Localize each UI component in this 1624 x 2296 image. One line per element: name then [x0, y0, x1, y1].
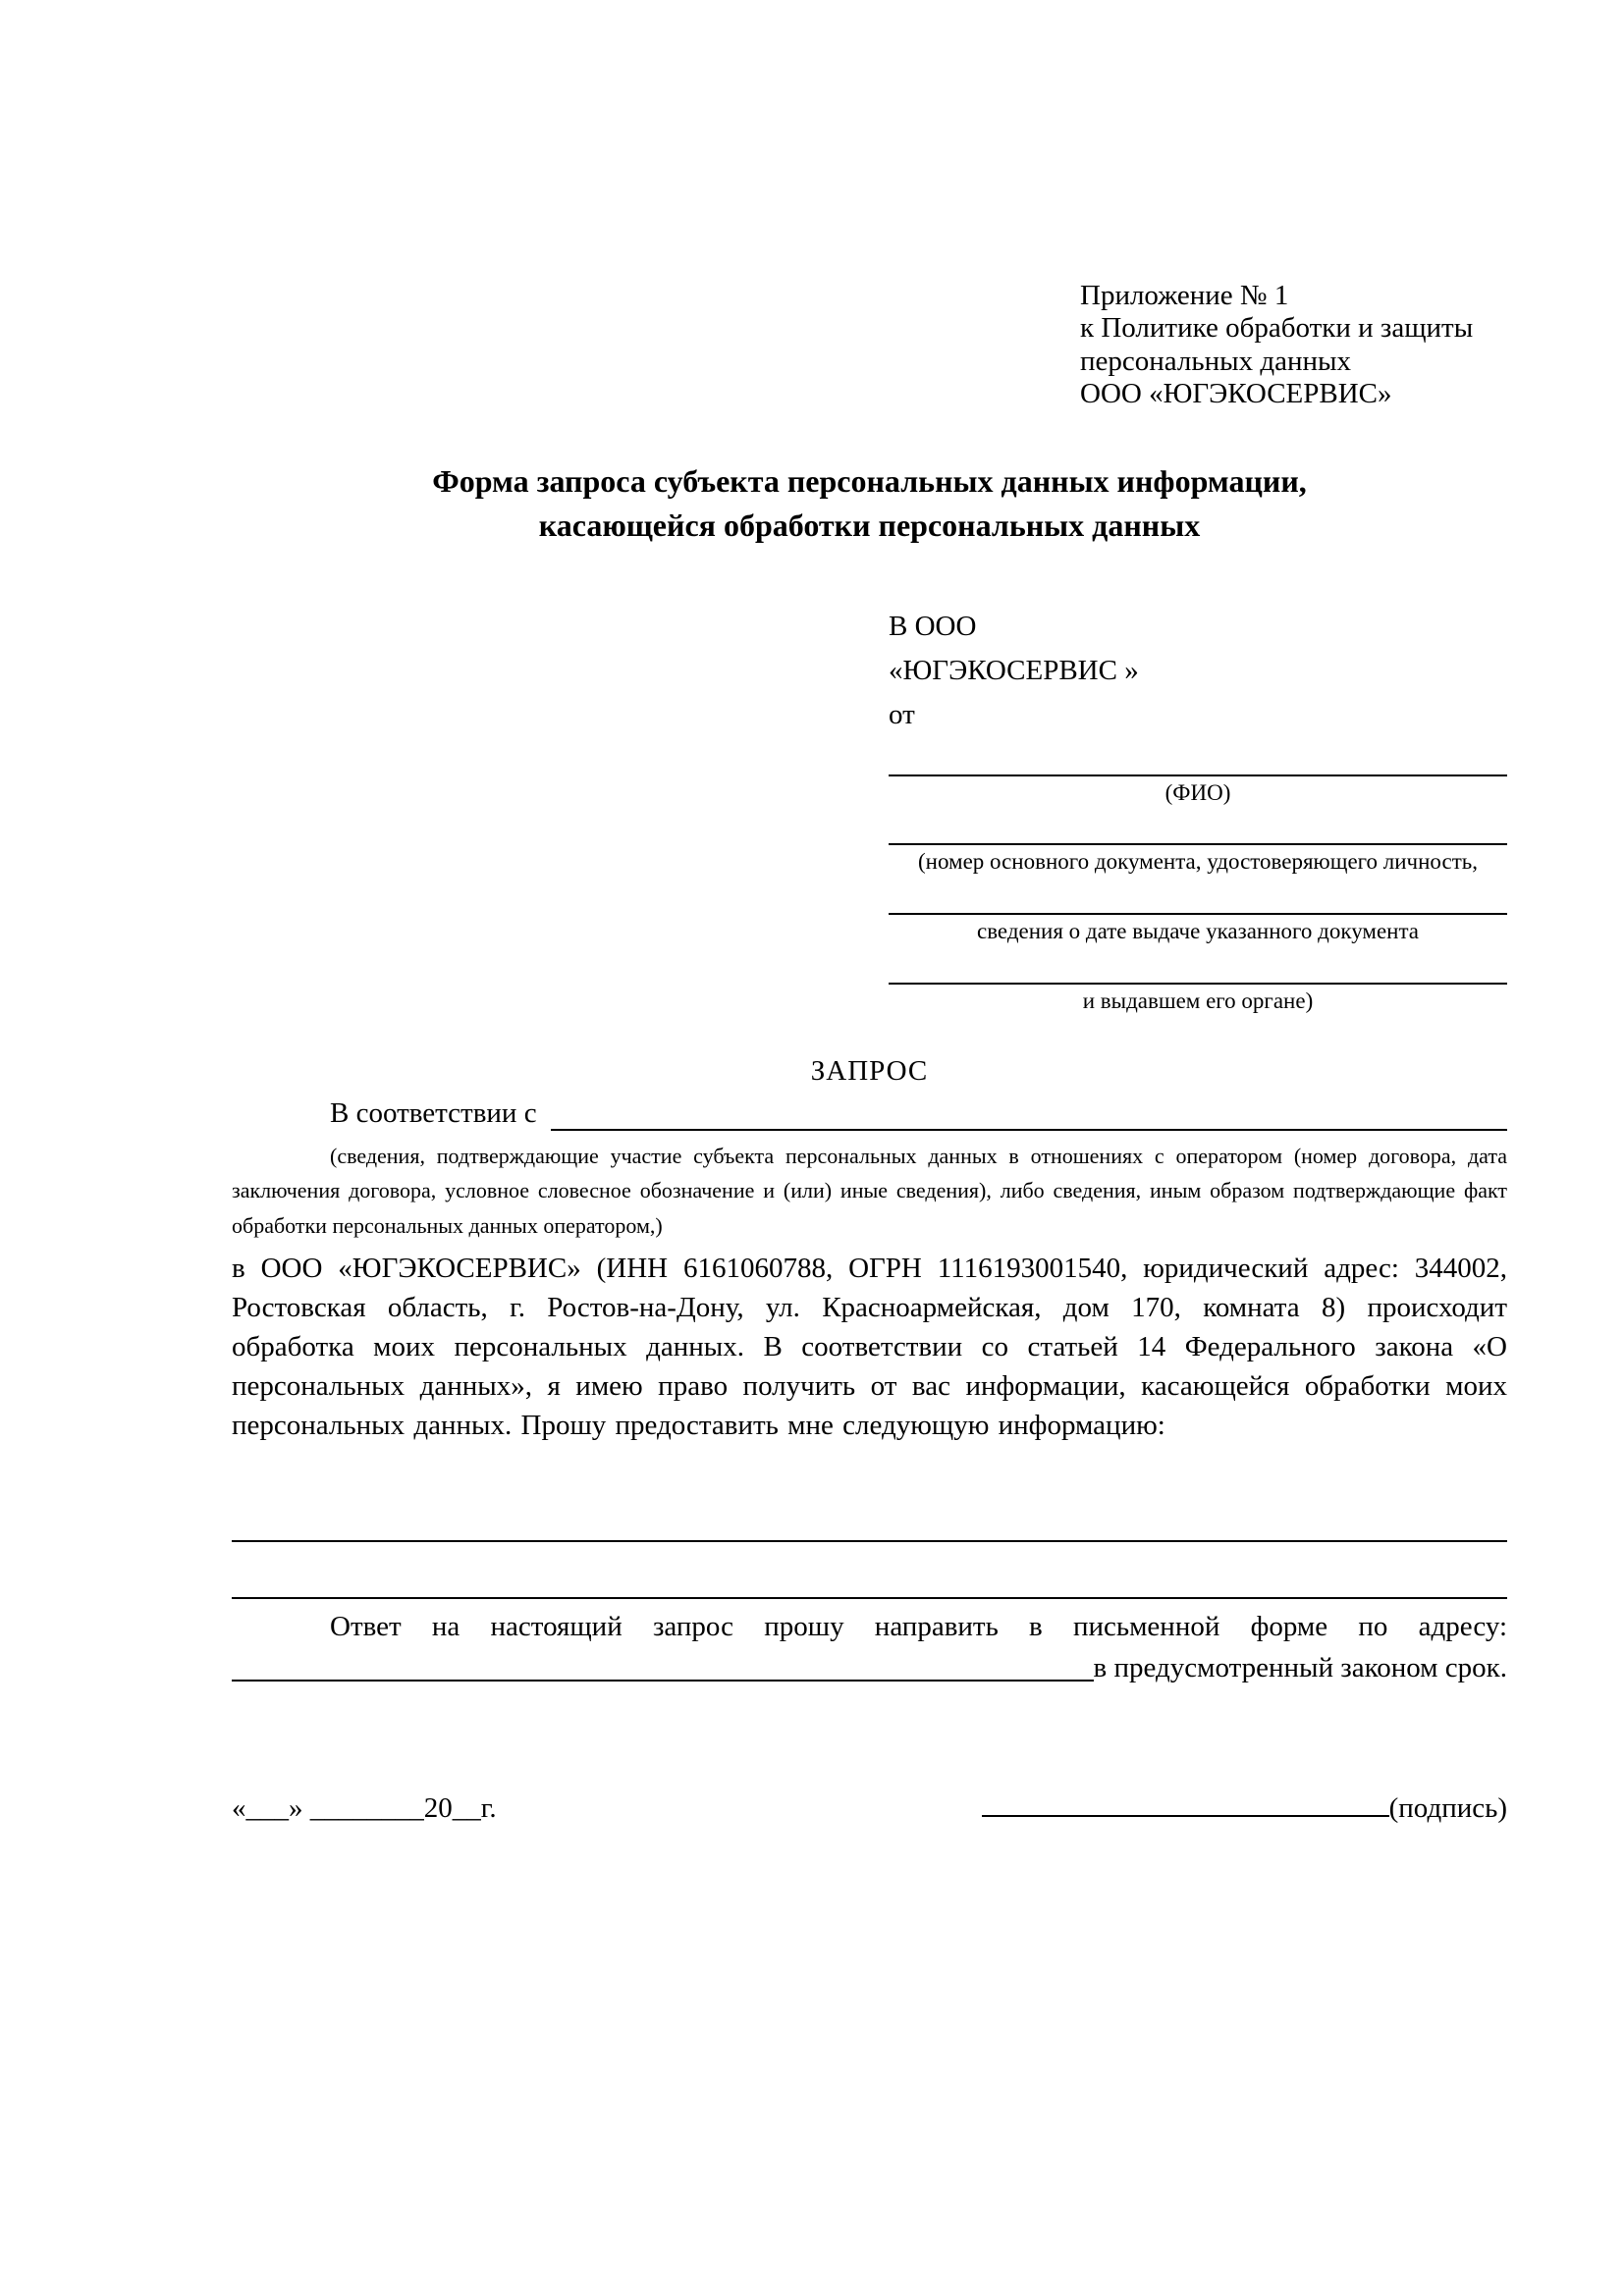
intro-write-in-line	[551, 1097, 1507, 1131]
blank-write-in-line-1	[232, 1540, 1507, 1542]
intro-line	[232, 1097, 1507, 1131]
field-issue-date	[889, 876, 1507, 945]
intro-footnote: (сведения, подтверждающие участие субъекта персональных данных в отношениях с оператором (номер договора, дата заключения договора, условное словесное обозначение и (или) иные сведения), либо сведения, иным образом подтверждающие факт обработки персональных данных оператором,)	[232, 1144, 1507, 1238]
field-issuing-authority	[889, 945, 1507, 1015]
intro-prefix: В соответствии с	[330, 1097, 537, 1130]
document-number-write-in-line	[889, 806, 1507, 845]
field-document-number	[889, 806, 1507, 876]
request-heading: ЗАПРОС	[810, 1055, 929, 1088]
blank-write-in-line-2	[232, 1597, 1507, 1599]
signature-write-in-line	[982, 1784, 1389, 1817]
paragraph-indent	[232, 1097, 330, 1131]
body-paragraph: в ООО «ЮГЭКОСЕРВИС» (ИНН 6161060788, ОГРН 1116193001540, юридический адрес: 344002, Ростовская область, г. Ростов-на-Дону, ул. Красноармейская, дом 170, комната 8) происходит обработка моих персональных данных. В соответствии со статьей 14 Федерального закона «О персональных данных», я имею право получить от вас информации, касающейся обработки моих персональных данных. Прошу предоставить мне следующую информацию:	[232, 1252, 1507, 1441]
header-right-line: ООО «ЮГЭКОСЕРВИС»	[1080, 378, 1392, 410]
addressee-line-3: от	[889, 698, 915, 730]
reply-paragraph-line-1: Ответ на настоящий запрос прошу направить в письменной форме по адресу:	[330, 1610, 1507, 1642]
footer-row	[232, 1784, 1507, 1825]
document-number-caption: (номер основного документа, удостоверяющего личность,	[917, 849, 1478, 875]
addressee-line-2: «ЮГЭКОСЕРВИС »	[889, 654, 1139, 686]
signature-block	[982, 1784, 1507, 1825]
field-fio	[889, 737, 1507, 807]
document-title-line-2: касающейся обработки персональных данных	[538, 507, 1201, 544]
header-right-line: к Политике обработки и защиты	[1080, 312, 1474, 345]
fio-caption: (ФИО)	[1164, 779, 1231, 805]
header-right-line: Приложение № 1	[1080, 280, 1289, 311]
issuing-authority-caption: и выдавшем его органе)	[1082, 988, 1314, 1013]
addressee-block	[889, 605, 1507, 1014]
header-right-line: персональных данных	[1080, 345, 1352, 377]
header-right-block	[1080, 280, 1507, 410]
document-title-line-1: Форма запроса субъекта персональных данных информации,	[432, 463, 1307, 500]
signature-caption: (подпись)	[1388, 1791, 1507, 1824]
addressee-line-1: В ООО	[889, 610, 977, 642]
date-line: «___» ________20__г.	[232, 1791, 497, 1824]
reply-address-write-in-line	[232, 1648, 1094, 1682]
reply-suffix: в предусмотренный законом срок.	[1093, 1651, 1507, 1683]
issue-date-caption: сведения о дате выдаче указанного документа	[976, 918, 1420, 943]
issue-date-write-in-line	[889, 876, 1507, 915]
document-title	[232, 459, 1507, 548]
issuing-authority-write-in-line	[889, 945, 1507, 985]
reply-paragraph-line-2	[232, 1648, 1507, 1687]
fio-write-in-line	[889, 737, 1507, 776]
